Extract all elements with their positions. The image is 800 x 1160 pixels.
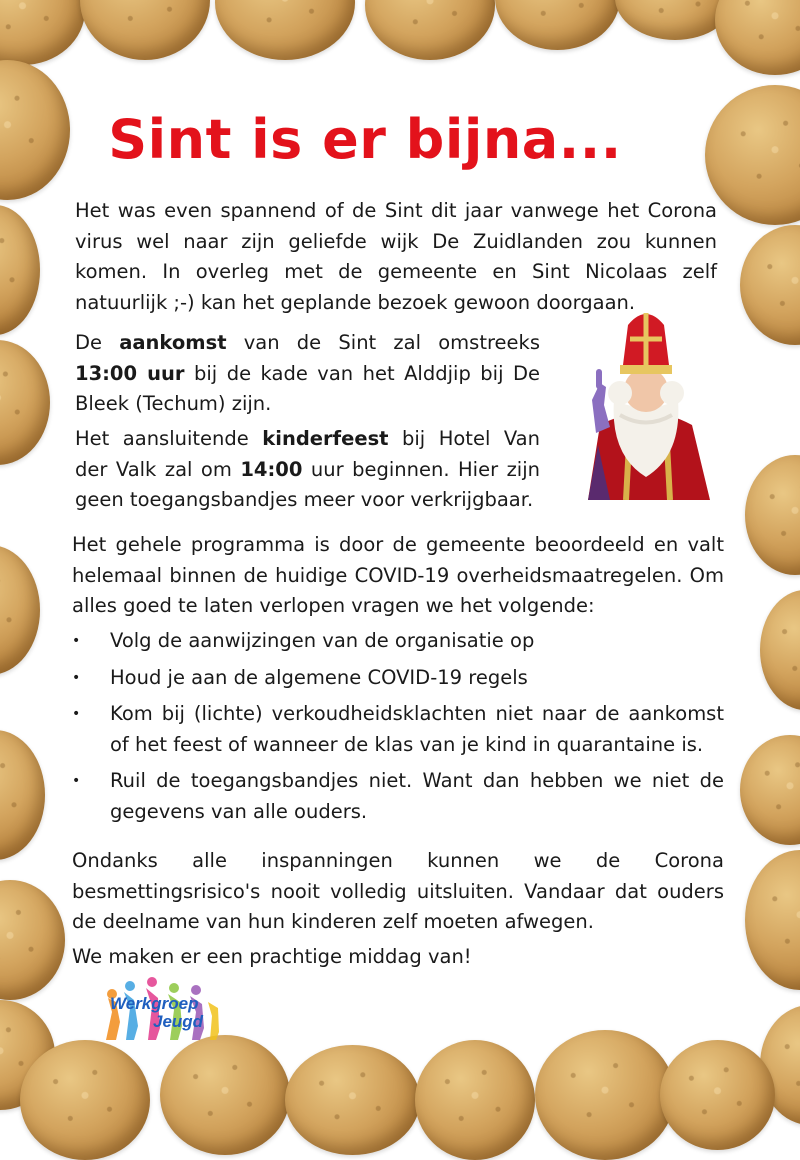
cookie xyxy=(0,730,45,860)
list-item: • Volg de aanwijzingen van de organisatie op xyxy=(72,626,724,657)
list-item: • Ruil de toegangsbandjes niet. Want dan hebben we niet de gegevens van alle ouders. xyxy=(72,766,724,827)
cookie xyxy=(0,205,40,335)
bullet-icon: • xyxy=(72,706,81,722)
cookie xyxy=(415,1040,535,1160)
cookie xyxy=(745,850,800,990)
cookie xyxy=(0,880,65,1000)
page-title: Sint is er bijna... xyxy=(108,108,622,171)
cookie xyxy=(365,0,495,60)
cookie xyxy=(215,0,355,60)
bullet-icon: • xyxy=(72,773,81,789)
cookie xyxy=(535,1030,675,1160)
cookie xyxy=(0,0,85,65)
cookie xyxy=(740,735,800,845)
logo-line2: Jeugd xyxy=(153,1012,204,1031)
closing-line: We maken er een prachtige middag van! xyxy=(72,945,472,968)
cookie xyxy=(760,590,800,710)
cookie xyxy=(660,1040,775,1150)
list-item: • Kom bij (lichte) verkoudheidsklachten niet naar de aankomst of het feest of wanneer de klas van je kind in quarantaine is. xyxy=(72,699,724,760)
cookie xyxy=(715,0,800,75)
program-paragraph: Het gehele programma is door de gemeente beoordeeld en valt helemaal binnen de huidige COVID-19 overheidsmaatregelen. Om alles goed te laten verlopen vragen we het volgende: xyxy=(72,533,724,617)
intro-paragraph: Het was even spannend of de Sint dit jaar vanwege het Corona virus wel naar zijn geliefde wijk De Zuidlanden zou kunnen komen. In overleg met de gemeente en Sint Nicolaas zelf natuurlijk ;-) kan het geplande bezoek gewoon doorgaan. xyxy=(75,199,717,314)
cookie xyxy=(745,455,800,575)
logo-line1: Werkgroep xyxy=(110,994,199,1013)
cookie xyxy=(0,340,50,465)
cookie xyxy=(285,1045,420,1155)
cookie xyxy=(740,225,800,345)
list-item: • Houd je aan de algemene COVID-19 regels xyxy=(72,663,724,694)
risk-paragraph: Ondanks alle inspanningen kunnen we de Corona besmettingsrisico's nooit volledig uitsluiten. Vandaar dat ouders de deelname van hun kinderen zelf moeten afwegen. xyxy=(72,849,724,933)
rules-list xyxy=(72,626,724,833)
sinterklaas-illustration xyxy=(570,305,722,500)
cookie xyxy=(160,1035,290,1155)
cookie xyxy=(495,0,620,50)
cookie xyxy=(20,1040,150,1160)
werkgroep-jeugd-logo xyxy=(98,972,223,1042)
bullet-icon: • xyxy=(72,669,81,686)
cookie xyxy=(0,545,40,675)
party-paragraph: Het aansluitende kinderfeest bij Hotel Van der Valk zal om 14:00 uur beginnen. Hier zijn geen toegangsbandjes meer voor verkrijgbaar. xyxy=(75,427,540,511)
arrival-paragraph: De aankomst van de Sint zal omstreeks 13:00 uur bij de kade van het Alddjip bij De Bleek (Techum) zijn. xyxy=(75,331,540,415)
bullet-icon: • xyxy=(72,633,81,649)
cookie xyxy=(80,0,210,60)
